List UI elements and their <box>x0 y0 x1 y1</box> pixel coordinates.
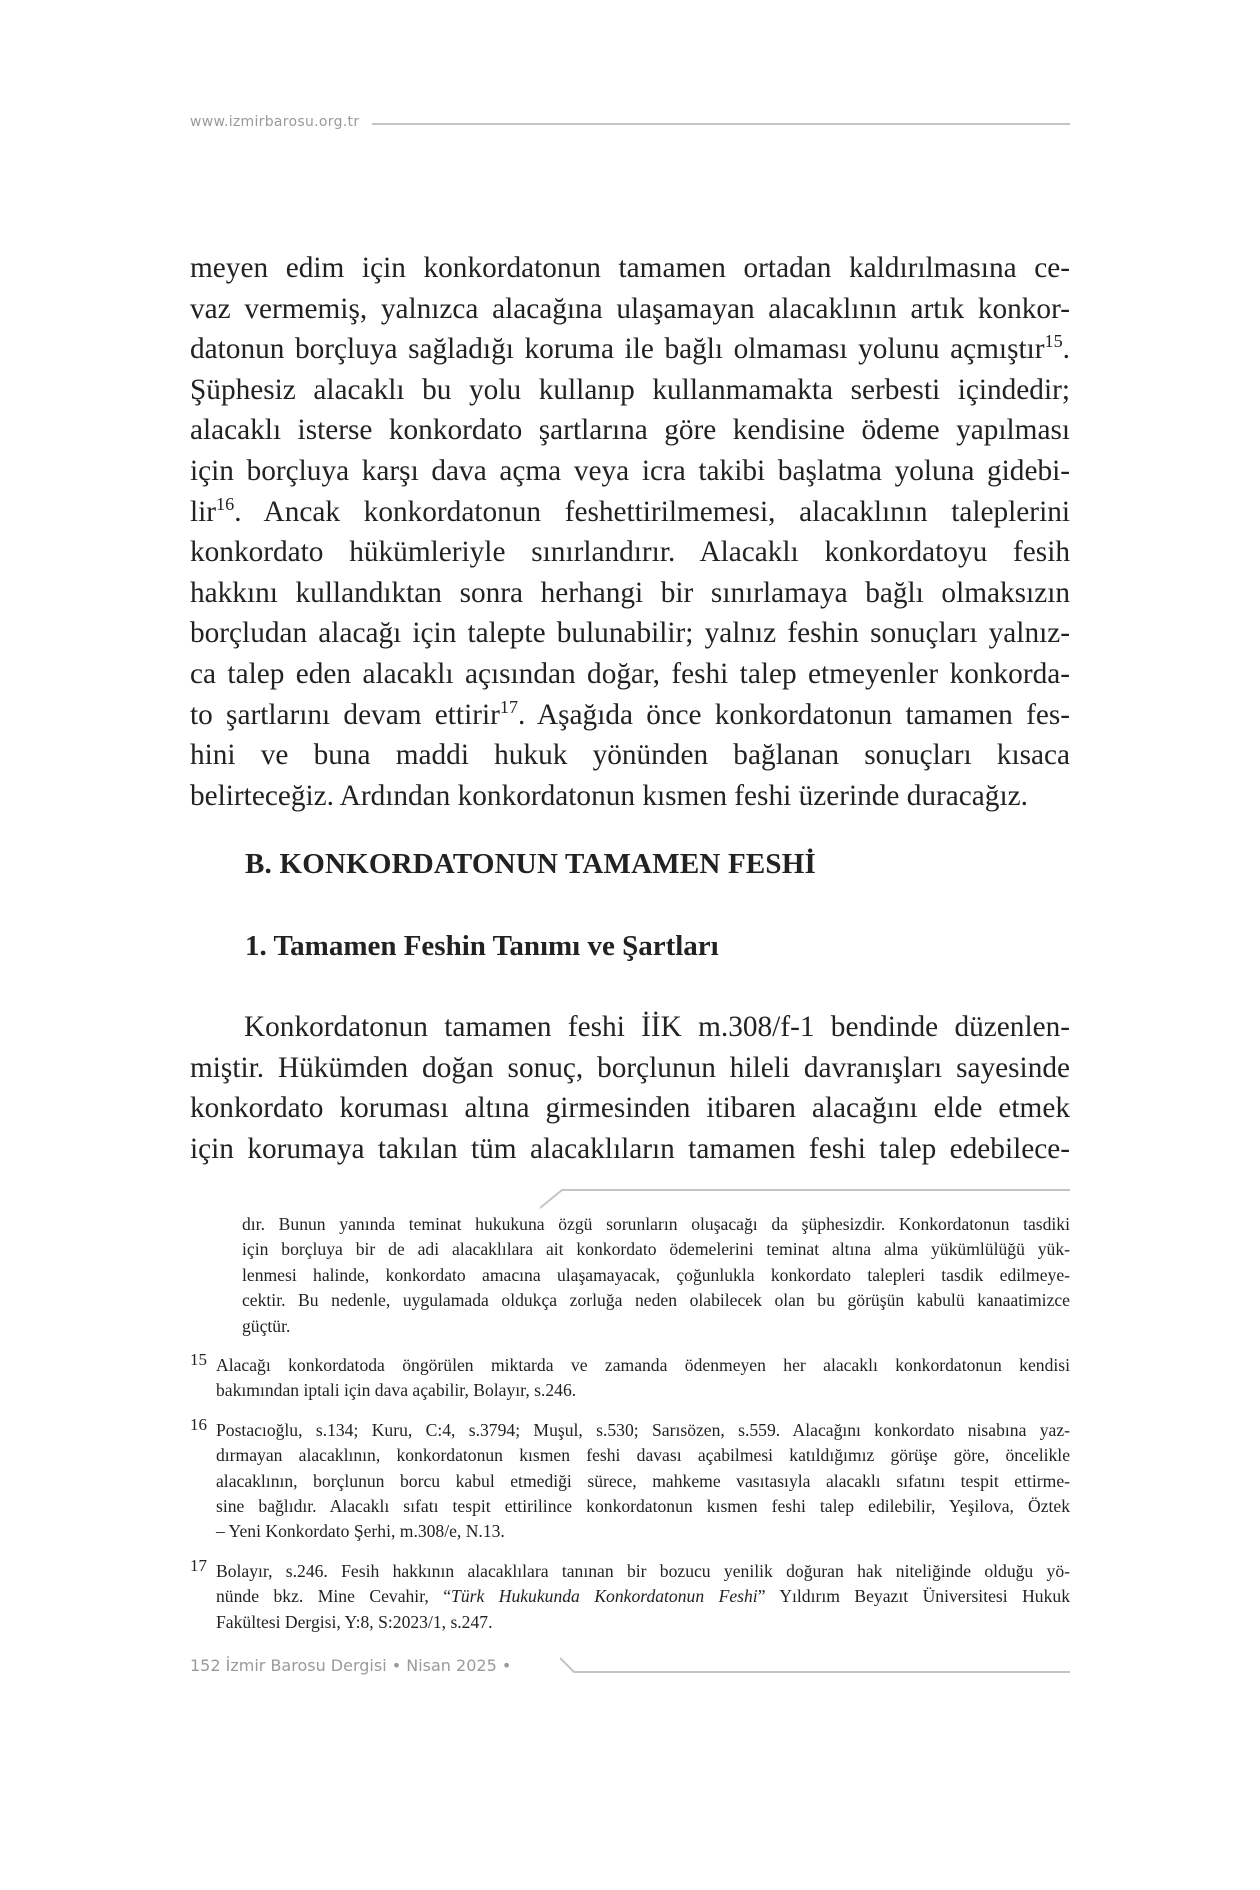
text-line: Şüphesiz alacaklı bu yolu kullanıp kullanmamakta serbesti içindedir; <box>190 373 1070 406</box>
footnote-line: Bolayır, s.246. Fesih hakkının alacaklılara tanınan bir bozucu yenilik doğuran hak niteliğinde olduğu yö- <box>216 1560 1070 1581</box>
text-line <box>190 492 1070 533</box>
text-run: . Aşağıda önce konkordatonun tamamen fes- <box>518 698 1070 731</box>
text-line <box>190 695 1070 736</box>
page-header <box>190 110 1070 140</box>
footnote-16 <box>190 1414 1070 1545</box>
text-run: . <box>1062 333 1070 366</box>
footnote-line: Fakültesi Dergisi, Y:8, S:2023/1, s.247. <box>216 1611 493 1632</box>
text-line: için borçluya karşı dava açma veya icra takibi başlatma yoluna gidebi- <box>190 454 1070 487</box>
footnote-ref-15: 15 <box>1044 331 1063 352</box>
section-heading: B. KONKORDATONUN TAMAMEN FESHİ <box>245 848 817 880</box>
text-line: miştir. Hükümden doğan sonuç, borçlunun hileli davranışları sayesinde <box>190 1051 1070 1084</box>
footnote-separator <box>540 1188 1070 1210</box>
text-line <box>190 329 1070 370</box>
footnote-line: cektir. Bu nedenle, uygulamada oldukça zorluğa neden olabilecek olan bu görüşün kabulü kanaatimizce <box>242 1290 1070 1311</box>
footnote-line <box>216 1584 1070 1609</box>
text-line: vaz vermemiş, yalnızca alacağına ulaşamayan alacaklının artık konkor- <box>190 292 1070 325</box>
text-line: alacaklı isterse konkordato şartlarına göre kendisine ödeme yapılması <box>190 414 1070 447</box>
footnote-15 <box>190 1350 1070 1404</box>
text-run: datonun borçluya sağladığı koruma ile bağlı olmaması yolunu açmıştır <box>190 333 1045 366</box>
footnote-line: için borçluya bir de adi alacaklılara ait konkordato ödemelerini teminat altına alma yükümlülüğü yük- <box>242 1239 1070 1260</box>
text-line: hini ve buna maddi hukuk yönünden bağlanan sonuçları kısaca <box>190 739 1070 772</box>
footnotes <box>190 1212 1070 1635</box>
footnote-ref-17: 17 <box>499 696 519 717</box>
text-run: ” Yıldırım Beyazıt Üniversitesi Hukuk <box>757 1586 1070 1607</box>
text-run: to şartlarını devam ettirir <box>190 698 500 731</box>
page-footer <box>190 1656 1070 1686</box>
header-url[interactable]: www.izmirbarosu.org.tr <box>190 114 360 130</box>
footnote-line: lenmesi halinde, konkordato amacına ulaşamayacak, çoğunlukla konkordato talepleri tasdik edilmeye- <box>242 1264 1070 1285</box>
sub-heading: 1. Tamamen Feshin Tanımı ve Şartları <box>245 930 719 962</box>
footnote-line: Postacıoğlu, s.134; Kuru, C:4, s.3794; Muşul, s.530; Sarısözen, s.559. Alacağını konkordato nisabına yaz- <box>216 1419 1070 1440</box>
text-run: . Ancak konkordatonun feshettirilmemesi, alacaklının taleplerini <box>234 495 1070 528</box>
footnote-line: alacaklının, borçlunun borcu kabul etmediği sürece, mahkeme vasıtasıyla alacaklı sıfatını tespit ettirme- <box>216 1470 1070 1491</box>
header-rule <box>372 123 1070 125</box>
footnote-line: – Yeni Konkordato Şerhi, m.308/e, N.13. <box>216 1521 505 1542</box>
footnote-line: bakımından iptali için dava açabilir, Bolayır, s.246. <box>216 1380 577 1401</box>
footer-rule <box>560 1656 1070 1678</box>
footnote-17 <box>190 1555 1070 1635</box>
footer-text: 152 İzmir Barosu Dergisi • Nisan 2025 • <box>190 1656 512 1675</box>
article-title: Türk Hukukunda Konkordatonun Feshi <box>451 1586 758 1607</box>
text-line: ca talep eden alacaklı açısından doğar, feshi talep etmeyenler konkorda- <box>190 657 1070 690</box>
paragraph-1 <box>190 248 1070 816</box>
text-run: lir <box>190 495 217 528</box>
footnote-line: güçtür. <box>242 1315 291 1336</box>
text-line: konkordato hükümleriyle sınırlandırır. Alacaklı konkordatoyu fesih <box>190 536 1070 569</box>
footnote-line: Alacağı konkordatoda öngörülen miktarda ve zamanda ödenmeyen her alacaklı konkordatonun kendisi <box>216 1355 1070 1376</box>
footnote-line: dırmayan alacaklının, konkordatonun kısmen feshi davası açabilmesi katıldığımız görüşe göre, öncelikle <box>216 1445 1070 1466</box>
text-line: için korumaya takılan tüm alacaklıların tamamen feshi talep edebilece- <box>190 1132 1070 1165</box>
text-line: hakkını kullandıktan sonra herhangi bir sınırlamaya bağlı olmaksızın <box>190 576 1070 609</box>
text-line: borçludan alacağı için talepte bulunabilir; yalnız feshin sonuçları yalnız- <box>190 617 1070 650</box>
footnote-number: 17 <box>190 1555 207 1575</box>
text-line: Konkordatonun tamamen feshi İİK m.308/f-1 bendinde düzenlen- <box>244 1011 1070 1043</box>
footnote-number: 16 <box>190 1414 207 1434</box>
text-line: meyen edim için konkordatonun tamamen ortadan kaldırılmasına ce- <box>190 252 1070 284</box>
text-line: konkordato koruması altına girmesinden itibaren alacağını elde etmek <box>190 1092 1070 1125</box>
paragraph-2-container <box>190 1007 1070 1169</box>
text-line: belirteceğiz. Ardından konkordatonun kısmen feshi üzerinde duracağız. <box>190 779 1028 812</box>
text-run: nünde bkz. Mine Cevahir, “ <box>216 1586 452 1607</box>
body-text <box>190 248 1070 816</box>
footnote-line: dır. Bunun yanında teminat hukukuna özgü sorunların oluşacağı da şüphesizdir. Konkordatonun tasdiki <box>242 1214 1070 1234</box>
footnote-line: sine bağlıdır. Alacaklı sıfatı tespit ettirilince konkordatonun kısmen feshi talep edilebilir, Yeşilova, Öztek <box>216 1496 1070 1517</box>
footnote-continuation <box>190 1212 1070 1339</box>
footnote-ref-16: 16 <box>216 493 235 514</box>
footnote-number: 15 <box>190 1350 207 1370</box>
paragraph-2 <box>190 1007 1070 1169</box>
